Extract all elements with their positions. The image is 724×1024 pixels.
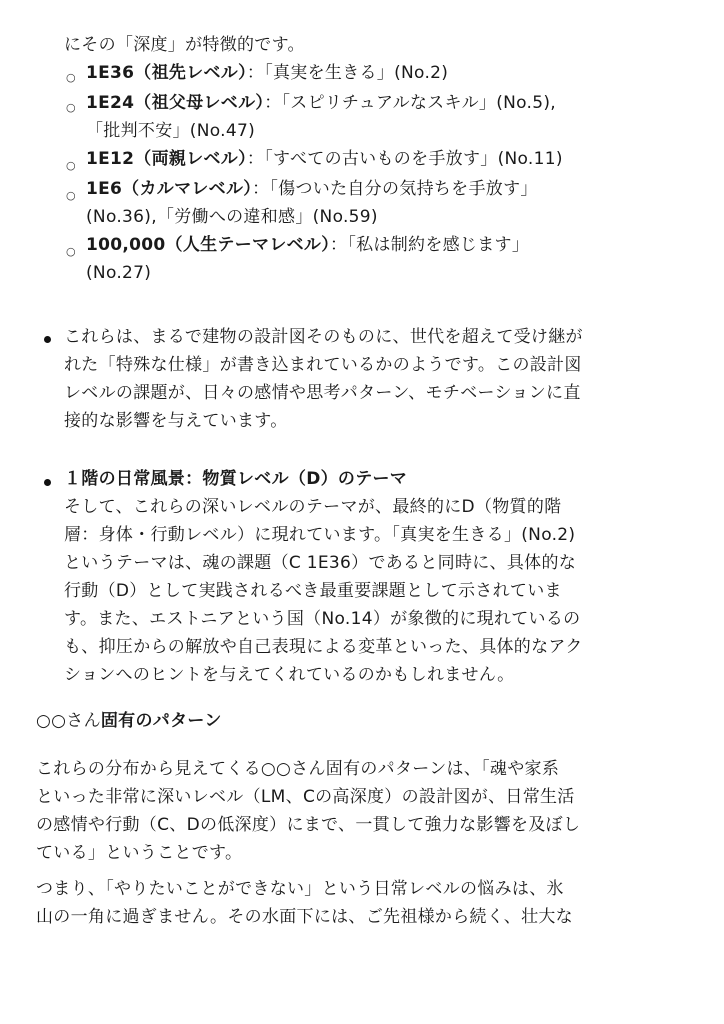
paragraph2-line: つまり、「やりたいことができない」という日常レベルの悩みは、氷 xyxy=(36,879,564,899)
bullet2-line: 行動（D）として実践されるべき最重要課題として示されていま xyxy=(64,581,562,601)
bullet2-line: というテーマは、魂の課題（C 1E36）であると同時に、具体的な xyxy=(64,553,577,573)
bullet-dot-icon xyxy=(44,336,51,343)
sub-item-head: 1E12（両親レベル） xyxy=(86,149,247,169)
intro-line: にその「深度」が特徴的です。 xyxy=(64,35,305,55)
paragraph1-line: の感情や行動（C、Dの低深度）にまで、一貫して強力な影響を及ぼし xyxy=(36,815,581,835)
sub-item xyxy=(86,90,556,116)
bullet1-line: レベルの課題が、日々の感情や思考パターン、モチベーションに直 xyxy=(64,383,581,403)
paragraph1-line: といった非常に深いレベル（LM、Cの高深度）の設計図が、日常生活 xyxy=(36,787,575,807)
sub-item-text: ：「真実を生きる」(No.2) xyxy=(246,63,449,83)
sub-item-text: ：「傷ついた自分の気持ちを手放す」 xyxy=(252,179,538,199)
sub-bullet-icon: ○ xyxy=(66,71,76,84)
bullet2-line: ションへのヒントを与えてくれているのかもしれません。 xyxy=(64,665,515,685)
bullet1-line: 接的な影響を与えています。 xyxy=(64,411,288,431)
paragraph2-line: 山の一角に過ぎません。その水面下には、ご先祖様から続く、壮大な xyxy=(36,907,573,927)
paragraph1-line: ている」ということです。 xyxy=(36,843,243,863)
bullet1-line: れた「特殊な仕様」が書き込まれているかのようです。この設計図 xyxy=(64,355,582,375)
bullet2-line: も、抑圧からの解放や自己表現による変革といった、具体的なアク xyxy=(64,637,583,657)
section-heading-bold: 固有のパターン xyxy=(100,711,222,731)
sub-bullet-icon: ○ xyxy=(66,159,76,172)
sub-item xyxy=(86,146,563,172)
bullet1-line: これらは、まるで建物の設計図そのものに、世代を超えて受け継が xyxy=(64,327,583,347)
bullet2-line: 層：身体・行動レベル）に現れています。「真実を生きる」(No.2) xyxy=(64,525,576,545)
sub-item xyxy=(86,60,448,86)
sub-bullet-icon: ○ xyxy=(66,189,76,202)
sub-item-head: 1E36（祖先レベル） xyxy=(86,63,247,83)
sub-item-text: ：「スピリチュアルなスキル」(No.5), xyxy=(264,93,557,113)
sub-item-continuation: (No.27) xyxy=(86,263,152,283)
bullet-dot-icon xyxy=(44,479,51,486)
sub-bullet-icon: ○ xyxy=(66,101,76,114)
bullet2-heading: １階の日常風景：物質レベル（D）のテーマ xyxy=(64,469,408,489)
sub-item xyxy=(86,232,529,258)
sub-item-head: 1E24（祖父母レベル） xyxy=(86,93,265,113)
bullet2-line: す。また、エストニアという国（No.14）が象徴的に現れているの xyxy=(64,609,581,629)
sub-bullet-icon: ○ xyxy=(66,245,76,258)
sub-item xyxy=(86,176,538,202)
bullet2-line: そして、これらの深いレベルのテーマが、最終的にD（物質的階 xyxy=(64,497,562,517)
sub-item-head: 100,000（人生テーマレベル） xyxy=(86,235,331,255)
section-heading-prefix: ○○さん xyxy=(36,711,101,731)
sub-item-text: ：「私は制約を感じます」 xyxy=(330,235,530,255)
sub-item-head: 1E6（カルマレベル） xyxy=(86,179,253,199)
sub-item-text: ：「すべての古いものを手放す」(No.11) xyxy=(246,149,563,169)
section-heading xyxy=(36,708,222,734)
paragraph1-line: これらの分布から見えてくる○○さん固有のパターンは、「魂や家系 xyxy=(36,759,560,779)
sub-item-continuation: (No.36),「労働への違和感」(No.59) xyxy=(86,207,378,227)
sub-item-continuation: 「批判不安」(No.47) xyxy=(86,121,256,141)
